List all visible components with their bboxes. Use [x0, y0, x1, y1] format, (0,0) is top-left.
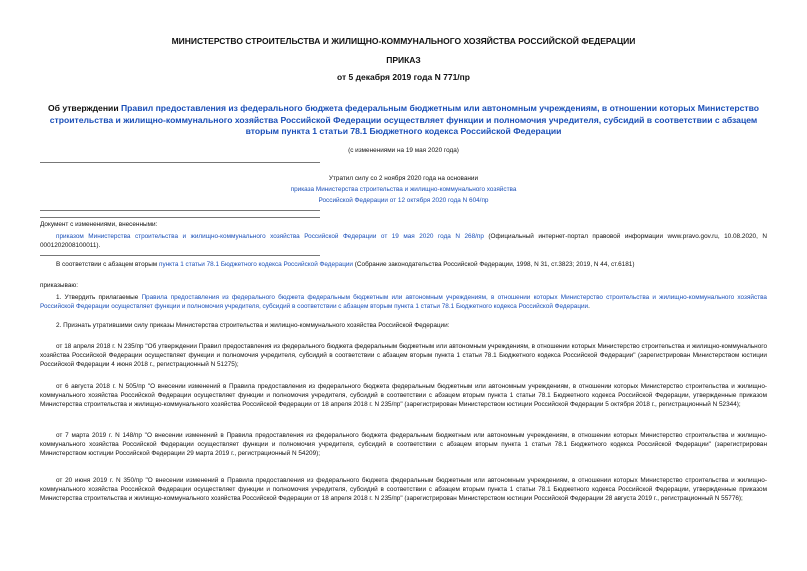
divider [40, 217, 320, 218]
changes-source: (Официальный интернет-портал правовой информации www.pravo.gov.ru, 10.08.2020, N 0001202008100011). [40, 233, 767, 249]
approved-rules-link[interactable]: Правила предоставления из федерального бюджета федеральным бюджетным или автономным учреждениям, в отношении которых Министерство строительства и жилищно-коммунального хозяйства Российской Федерации осуществляет функции и полномочия учредителя, субсидий в соответствии с абзацем вторым пункта 1 статьи 78.1 Бюджетного кодекса Российской Федерации [40, 294, 767, 310]
expired-notice [40, 174, 767, 205]
order-word: приказываю: [40, 282, 78, 289]
repealed-order-4: от 20 июня 2019 г. N 350/пр "О внесении изменений в Правила предоставления из федерального бюджета федеральным бюджетным или автономным учреждениям, в отношении которых Министерство строительства и жилищно-коммунального хозяйства Российской Федерации осуществляет функции и полномочия учредителя, субсидий в соответствии с абзацем вторым пункта 1 статьи 78.1 Бюджетного кодекса Российской Федерации, утвержденные приказом Министерства строительства и жилищно-коммунального хозяйства Российской Федерации от 18 апреля 2018 г. N 235/пр" (зарегистрирован Министерством юстиции Российской Федерации 28 августа 2019 г., регистрационный N 55776); [40, 477, 767, 502]
basis-paragraph [40, 261, 767, 270]
repealed-order-3: от 7 марта 2019 г. N 148/пр "О внесении изменений в Правила предоставления из федерального бюджета федеральным бюджетным или автономным учреждениям, в отношении которых Министерство строительства и жилищно-коммунального хозяйства Российской Федерации осуществляет функции и полномочия учредителя, субсидий в соответствии с абзацем вторым пункта 1 статьи 78.1 Бюджетного кодекса Российской Федерации" (зарегистрирован Министерством юстиции Российской Федерации 29 марта 2019 г., регистрационный N 54209); [40, 432, 767, 457]
repealed-order-2: от 6 августа 2018 г. N 505/пр "О внесении изменений в Правила предоставления из федерального бюджета федеральным бюджетным или автономным учреждениям, в отношении которых Министерство строительства и жилищно-коммунального хозяйства Российской Федерации осуществляет функции и полномочия учредителя, субсидий в соответствии с абзацем вторым пункта 1 статьи 78.1 Бюджетного кодекса Российской Федерации, утвержденные приказом Министерства строительства и жилищно-коммунального хозяйства Российской Федерации от 18 апреля 2018 г. N 235/пр" (зарегистрирован Министерством юстиции Российской Федерации 5 октября 2018 г., регистрационный N 52344); [40, 383, 767, 408]
expired-order-link-line-1[interactable]: приказа Министерства строительства и жилищно-коммунального хозяйства [290, 186, 517, 193]
repealed-order-1: от 18 апреля 2018 г. N 235/пр "Об утверждении Правил предоставления из федерального бюджета федеральным бюджетным или автономным учреждениям, в отношении которых Министерство строительства и жилищно-коммунального хозяйства Российской Федерации осуществляет функции и полномочия учредителя, субсидий в соответствии с абзацем вторым пункта 1 статьи 78.1 Бюджетного кодекса Российской Федерации" (зарегистрирован Министерством юстиции Российской Федерации 4 июня 2018 г., регистрационный N 51275); [40, 343, 767, 368]
divider [40, 255, 320, 256]
doc-date-number: от 5 декабря 2019 года N 771/пр [337, 72, 470, 82]
item-1-prefix: 1. Утвердить прилагаемые [56, 294, 142, 301]
item-2-paragraph: 2. Признать утратившими силу приказы Министерства строительства и жилищно-коммунального хозяйства Российской Федерации: [56, 322, 450, 329]
item-1-paragraph [40, 294, 767, 312]
amendments-note: (с изменениями на 19 мая 2020 года) [348, 147, 459, 154]
budget-code-link[interactable]: пункта 1 статьи 78.1 Бюджетного кодекса Российской Федерации [158, 261, 354, 268]
expired-line-1: Утратил силу со 2 ноября 2020 года на основании [328, 175, 479, 182]
ministry-heading: МИНИСТЕРСТВО СТРОИТЕЛЬСТВА И ЖИЛИЩНО-КОММУНАЛЬНОГО ХОЗЯЙСТВА РОССИЙСКОЙ ФЕДЕРАЦИИ [171, 36, 636, 46]
divider [40, 210, 320, 211]
changes-label: Документ с изменениями, внесенными: [40, 221, 158, 228]
title-rules-link[interactable]: Правил предоставления из федерального бюджета федеральным бюджетным или автономным учреждениям, в отношении которых Министерство строительства и жилищно-коммунального хозяйства Российской Федерации осуществляет функции и полномочия учредителя, субсидий в соответствии с абзацем вторым пункта 1 статьи 78.1 Бюджетного кодекса Российской Федерации [49, 103, 760, 136]
document-title [40, 103, 767, 138]
changes-paragraph [40, 233, 767, 251]
expired-order-link-line-2[interactable]: Российской Федерации от 12 октября 2020 года N 604/пр [318, 197, 489, 204]
divider [40, 162, 320, 163]
amending-order-link[interactable]: приказом Министерства строительства и жилищно-коммунального хозяйства Российской Федерации от 19 мая 2020 года N 268/пр [56, 233, 484, 240]
doc-type-heading: ПРИКАЗ [386, 55, 421, 65]
basis-source: (Собрание законодательства Российской Федерации, 1998, N 31, ст.3823; 2019, N 44, ст.6181) [353, 261, 635, 268]
item-1-suffix: . [588, 302, 590, 310]
basis-prefix: В соответствии с абзацем вторым [56, 261, 159, 268]
title-prefix: Об утверждении [47, 103, 119, 113]
